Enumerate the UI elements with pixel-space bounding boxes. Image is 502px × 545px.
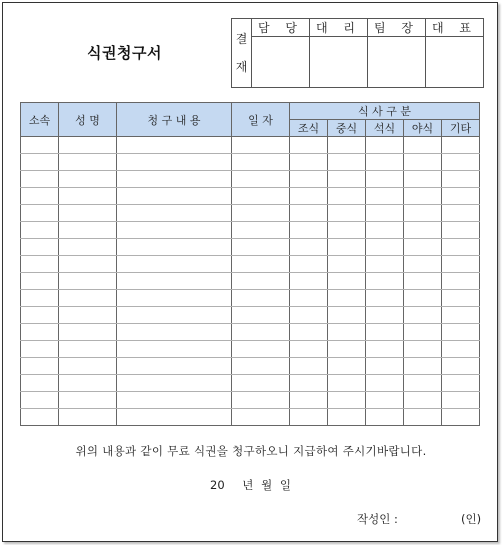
cell-request[interactable] xyxy=(117,137,232,154)
cell-request[interactable] xyxy=(117,324,232,341)
cell-other[interactable] xyxy=(442,273,480,290)
cell-dinner[interactable] xyxy=(366,324,404,341)
cell-name[interactable] xyxy=(59,239,117,256)
cell-request[interactable] xyxy=(117,154,232,171)
cell-lunch[interactable] xyxy=(328,358,366,375)
cell-breakfast[interactable] xyxy=(290,222,328,239)
table-row xyxy=(21,290,480,307)
cell-breakfast[interactable] xyxy=(290,239,328,256)
cell-date[interactable] xyxy=(232,358,290,375)
cell-name[interactable] xyxy=(59,409,117,426)
cell-name[interactable] xyxy=(59,137,117,154)
cell-breakfast[interactable] xyxy=(290,375,328,392)
cell-breakfast[interactable] xyxy=(290,273,328,290)
cell-date[interactable] xyxy=(232,273,290,290)
cell-breakfast[interactable] xyxy=(290,205,328,222)
cell-name[interactable] xyxy=(59,341,117,358)
cell-dinner[interactable] xyxy=(366,375,404,392)
cell-dinner[interactable] xyxy=(366,154,404,171)
cell-request[interactable] xyxy=(117,273,232,290)
cell-breakfast[interactable] xyxy=(290,358,328,375)
approval-sign-team-leader[interactable] xyxy=(368,37,426,88)
date-line xyxy=(210,477,305,493)
table-row xyxy=(21,273,480,290)
cell-breakfast[interactable] xyxy=(290,171,328,188)
cell-dinner[interactable] xyxy=(366,341,404,358)
cell-request[interactable] xyxy=(117,188,232,205)
cell-breakfast[interactable] xyxy=(290,256,328,273)
approval-side-label xyxy=(232,19,252,88)
cell-breakfast[interactable] xyxy=(290,392,328,409)
cell-affiliation[interactable] xyxy=(21,239,59,256)
cell-affiliation[interactable] xyxy=(21,307,59,324)
approval-box xyxy=(231,18,484,88)
cell-late-night[interactable] xyxy=(404,222,442,239)
table-row xyxy=(21,375,480,392)
cell-breakfast[interactable] xyxy=(290,137,328,154)
cell-late-night[interactable] xyxy=(404,256,442,273)
cell-dinner[interactable] xyxy=(366,205,404,222)
cell-lunch[interactable] xyxy=(328,256,366,273)
cell-late-night[interactable] xyxy=(404,188,442,205)
cell-late-night[interactable] xyxy=(404,290,442,307)
cell-affiliation[interactable] xyxy=(21,392,59,409)
table-row xyxy=(21,392,480,409)
cell-lunch[interactable] xyxy=(328,392,366,409)
cell-date[interactable] xyxy=(232,375,290,392)
header-affiliation: 소속 xyxy=(21,103,59,137)
header-request-details: 청 구 내 용 xyxy=(117,103,232,137)
cell-request[interactable] xyxy=(117,239,232,256)
table-row xyxy=(21,239,480,256)
cell-date[interactable] xyxy=(232,256,290,273)
cell-request[interactable] xyxy=(117,358,232,375)
table-row xyxy=(21,171,480,188)
cell-name[interactable] xyxy=(59,171,117,188)
cell-late-night[interactable] xyxy=(404,375,442,392)
date-year: 20 xyxy=(210,478,225,492)
cell-affiliation[interactable] xyxy=(21,188,59,205)
cell-breakfast[interactable] xyxy=(290,341,328,358)
cell-request[interactable] xyxy=(117,375,232,392)
header-meal-breakfast: 조식 xyxy=(290,120,328,137)
table-row xyxy=(21,188,480,205)
cell-late-night[interactable] xyxy=(404,205,442,222)
document-title: 식권청구서 xyxy=(87,44,162,62)
cell-name[interactable] xyxy=(59,392,117,409)
table-row xyxy=(21,154,480,171)
cell-date[interactable] xyxy=(232,392,290,409)
cell-date[interactable] xyxy=(232,239,290,256)
cell-request[interactable] xyxy=(117,171,232,188)
cell-lunch[interactable] xyxy=(328,324,366,341)
approval-role-ceo: 대 표 xyxy=(426,19,484,37)
cell-dinner[interactable] xyxy=(366,239,404,256)
cell-date[interactable] xyxy=(232,188,290,205)
cell-name[interactable] xyxy=(59,307,117,324)
cell-lunch[interactable] xyxy=(328,205,366,222)
cell-date[interactable] xyxy=(232,137,290,154)
cell-request[interactable] xyxy=(117,205,232,222)
table-row xyxy=(21,307,480,324)
header-meal-lunch: 중식 xyxy=(328,120,366,137)
cell-date[interactable] xyxy=(232,290,290,307)
seal-label: (인) xyxy=(461,512,482,526)
cell-other[interactable] xyxy=(442,341,480,358)
header-meal-dinner: 석식 xyxy=(366,120,404,137)
cell-affiliation[interactable] xyxy=(21,341,59,358)
table-row xyxy=(21,341,480,358)
cell-dinner[interactable] xyxy=(366,188,404,205)
approval-sign-ceo[interactable] xyxy=(426,37,484,88)
cell-affiliation[interactable] xyxy=(21,324,59,341)
header-name: 성 명 xyxy=(59,103,117,137)
cell-date[interactable] xyxy=(232,341,290,358)
cell-other[interactable] xyxy=(442,392,480,409)
approval-role-assistant-manager: 대 리 xyxy=(310,19,368,37)
cell-dinner[interactable] xyxy=(366,307,404,324)
cell-late-night[interactable] xyxy=(404,392,442,409)
cell-affiliation[interactable] xyxy=(21,154,59,171)
cell-late-night[interactable] xyxy=(404,341,442,358)
cell-lunch[interactable] xyxy=(328,409,366,426)
cell-other[interactable] xyxy=(442,307,480,324)
header-date: 일 자 xyxy=(232,103,290,137)
cell-breakfast[interactable] xyxy=(290,188,328,205)
cell-dinner[interactable] xyxy=(366,273,404,290)
cell-late-night[interactable] xyxy=(404,358,442,375)
cell-breakfast[interactable] xyxy=(290,290,328,307)
cell-affiliation[interactable] xyxy=(21,273,59,290)
cell-late-night[interactable] xyxy=(404,307,442,324)
request-statement: 위의 내용과 같이 무료 식권을 청구하오니 지급하여 주시기바랍니다. xyxy=(75,444,427,458)
cell-request[interactable] xyxy=(117,290,232,307)
cell-lunch[interactable] xyxy=(328,239,366,256)
cell-name[interactable] xyxy=(59,256,117,273)
cell-other[interactable] xyxy=(442,205,480,222)
cell-request[interactable] xyxy=(117,409,232,426)
approval-sign-staff[interactable] xyxy=(252,37,310,88)
cell-other[interactable] xyxy=(442,171,480,188)
cell-request[interactable] xyxy=(117,222,232,239)
cell-dinner[interactable] xyxy=(366,256,404,273)
cell-other[interactable] xyxy=(442,154,480,171)
cell-late-night[interactable] xyxy=(404,273,442,290)
cell-name[interactable] xyxy=(59,154,117,171)
cell-late-night[interactable] xyxy=(404,409,442,426)
table-row xyxy=(21,324,480,341)
table-row xyxy=(21,205,480,222)
date-year-unit: 년 xyxy=(242,478,254,492)
cell-request[interactable] xyxy=(117,256,232,273)
cell-name[interactable] xyxy=(59,205,117,222)
cell-other[interactable] xyxy=(442,137,480,154)
cell-affiliation[interactable] xyxy=(21,290,59,307)
cell-other[interactable] xyxy=(442,188,480,205)
approval-side-label-top: 결 xyxy=(235,32,248,46)
cell-dinner[interactable] xyxy=(366,222,404,239)
cell-lunch[interactable] xyxy=(328,290,366,307)
cell-lunch[interactable] xyxy=(328,171,366,188)
table-row xyxy=(21,409,480,426)
cell-name[interactable] xyxy=(59,273,117,290)
cell-date[interactable] xyxy=(232,324,290,341)
table-row xyxy=(21,222,480,239)
table-row xyxy=(21,137,480,154)
cell-name[interactable] xyxy=(59,358,117,375)
cell-lunch[interactable] xyxy=(328,137,366,154)
cell-affiliation[interactable] xyxy=(21,409,59,426)
approval-sign-assistant-manager[interactable] xyxy=(310,37,368,88)
cell-affiliation[interactable] xyxy=(21,171,59,188)
cell-name[interactable] xyxy=(59,324,117,341)
cell-lunch[interactable] xyxy=(328,273,366,290)
cell-lunch[interactable] xyxy=(328,222,366,239)
cell-affiliation[interactable] xyxy=(21,256,59,273)
cell-other[interactable] xyxy=(442,239,480,256)
cell-affiliation[interactable] xyxy=(21,358,59,375)
cell-late-night[interactable] xyxy=(404,137,442,154)
cell-other[interactable] xyxy=(442,409,480,426)
cell-date[interactable] xyxy=(232,409,290,426)
date-day-unit: 일 xyxy=(279,478,291,492)
cell-dinner[interactable] xyxy=(366,392,404,409)
cell-date[interactable] xyxy=(232,307,290,324)
cell-late-night[interactable] xyxy=(404,239,442,256)
cell-date[interactable] xyxy=(232,171,290,188)
table-row xyxy=(21,256,480,273)
cell-name[interactable] xyxy=(59,375,117,392)
cell-other[interactable] xyxy=(442,222,480,239)
cell-request[interactable] xyxy=(117,392,232,409)
cell-name[interactable] xyxy=(59,188,117,205)
cell-date[interactable] xyxy=(232,205,290,222)
cell-breakfast[interactable] xyxy=(290,409,328,426)
cell-lunch[interactable] xyxy=(328,375,366,392)
table-row xyxy=(21,358,480,375)
cell-other[interactable] xyxy=(442,358,480,375)
cell-affiliation[interactable] xyxy=(21,222,59,239)
cell-other[interactable] xyxy=(442,256,480,273)
approval-role-staff: 담 당 xyxy=(252,19,310,37)
cell-lunch[interactable] xyxy=(328,154,366,171)
cell-late-night[interactable] xyxy=(404,171,442,188)
cell-affiliation[interactable] xyxy=(21,205,59,222)
meal-ticket-table xyxy=(20,102,480,426)
cell-name[interactable] xyxy=(59,222,117,239)
cell-breakfast[interactable] xyxy=(290,324,328,341)
writer-label: 작성인 : xyxy=(357,512,398,526)
cell-other[interactable] xyxy=(442,375,480,392)
cell-affiliation[interactable] xyxy=(21,375,59,392)
approval-role-team-leader: 팀 장 xyxy=(368,19,426,37)
cell-date[interactable] xyxy=(232,222,290,239)
approval-side-label-bottom: 재 xyxy=(235,60,248,74)
cell-affiliation[interactable] xyxy=(21,137,59,154)
cell-dinner[interactable] xyxy=(366,171,404,188)
cell-late-night[interactable] xyxy=(404,324,442,341)
cell-dinner[interactable] xyxy=(366,290,404,307)
cell-other[interactable] xyxy=(442,290,480,307)
cell-request[interactable] xyxy=(117,307,232,324)
cell-dinner[interactable] xyxy=(366,358,404,375)
header-meal-late-night: 야식 xyxy=(404,120,442,137)
cell-request[interactable] xyxy=(117,341,232,358)
cell-lunch[interactable] xyxy=(328,341,366,358)
cell-breakfast[interactable] xyxy=(290,307,328,324)
cell-dinner[interactable] xyxy=(366,137,404,154)
cell-dinner[interactable] xyxy=(366,409,404,426)
cell-lunch[interactable] xyxy=(328,188,366,205)
cell-name[interactable] xyxy=(59,290,117,307)
cell-date[interactable] xyxy=(232,154,290,171)
date-month-unit: 월 xyxy=(261,478,273,492)
cell-lunch[interactable] xyxy=(328,307,366,324)
header-meal-other: 기타 xyxy=(442,120,480,137)
table-body xyxy=(21,137,480,426)
header-meal-type-group: 식 사 구 분 xyxy=(290,103,480,120)
cell-breakfast[interactable] xyxy=(290,154,328,171)
cell-other[interactable] xyxy=(442,324,480,341)
cell-late-night[interactable] xyxy=(404,154,442,171)
